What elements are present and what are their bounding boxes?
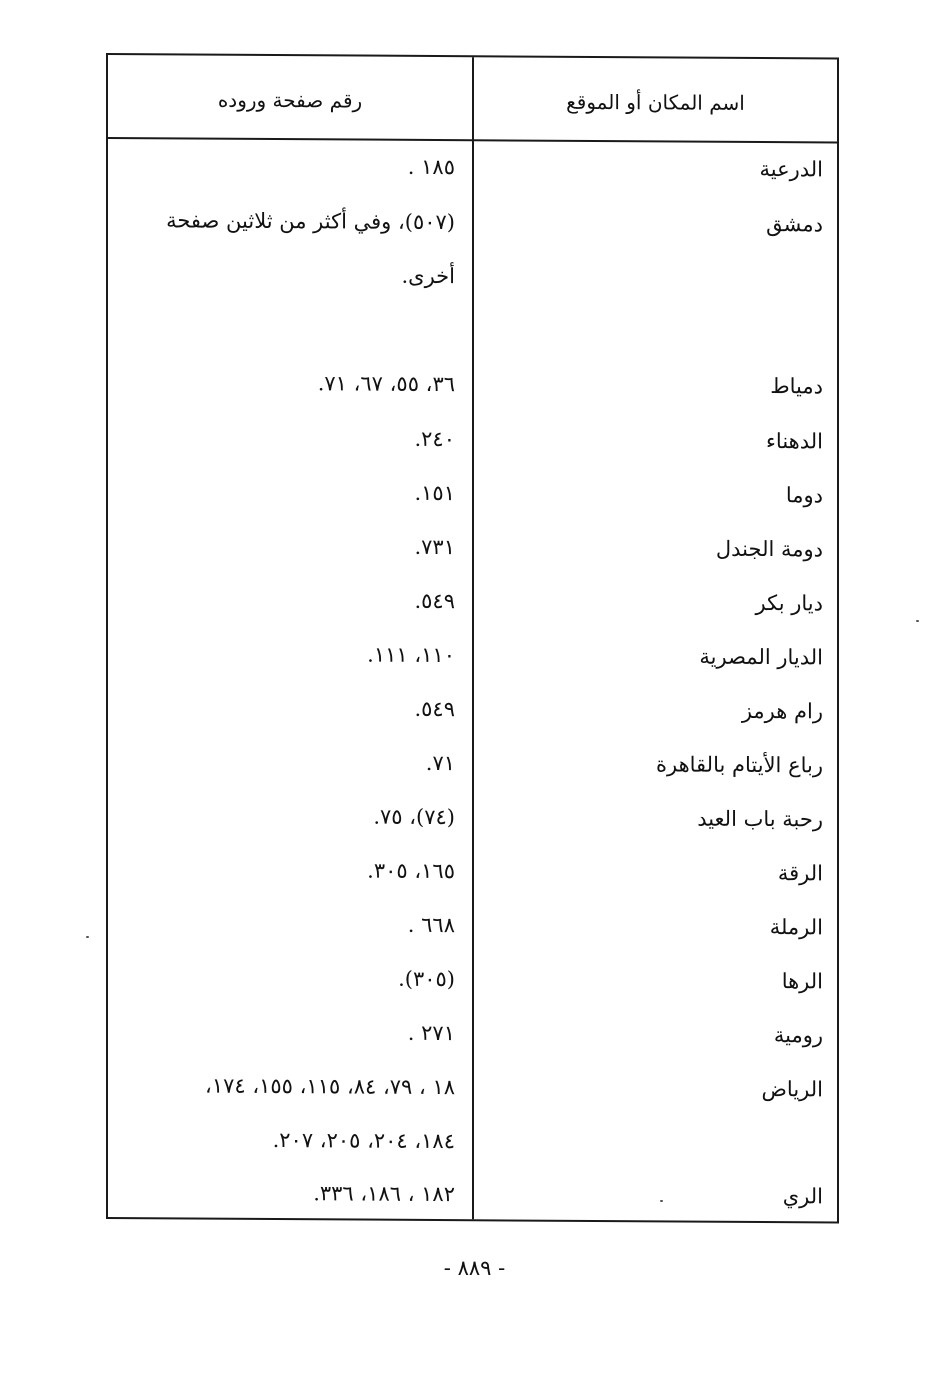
page-references <box>105 193 455 303</box>
page-reference-line: أخرى. <box>401 263 455 289</box>
page-references <box>105 410 455 466</box>
index-table <box>106 53 839 1223</box>
scan-speck <box>660 1200 663 1202</box>
page-reference-line: ١٨٥ . <box>407 154 455 180</box>
place-name: رومية <box>773 1023 823 1048</box>
page-references <box>105 355 455 411</box>
place-name: ديار بكر <box>755 590 823 616</box>
scan-speck <box>916 620 919 622</box>
page-references <box>105 626 455 682</box>
place-name: الرياض <box>761 1077 823 1102</box>
page-references <box>105 734 455 790</box>
page-reference-line: ٥٤٩. <box>414 696 455 722</box>
page-reference-line: ٥٤٩. <box>414 588 455 614</box>
place-name: رباع الأيتام بالقاهرة <box>656 752 823 778</box>
page-reference-line: ٦٦٨ . <box>407 912 455 938</box>
column-header-place: اسم المكان أو الموقع <box>566 89 745 115</box>
place-name: الديار المصرية <box>699 644 823 670</box>
scan-speck <box>86 936 89 938</box>
page-references <box>105 138 455 194</box>
page-reference-line: ٢٧١ . <box>407 1020 455 1046</box>
page-reference-line: ٧١. <box>425 750 455 776</box>
page-reference-line: ١٦٥، ٣٠٥. <box>367 858 455 884</box>
page-references <box>105 1058 455 1168</box>
column-header-pages: رقم صفحة وروده <box>217 87 363 113</box>
page-references <box>105 788 455 844</box>
page-reference-line: (٥٠٧)، وفي أكثر من ثلاثين صفحة <box>166 208 455 235</box>
place-name: الرها <box>781 969 823 994</box>
place-name: رحبة باب العيد <box>697 806 823 832</box>
place-name: دمياط <box>770 374 823 399</box>
page-references <box>105 680 455 736</box>
place-name: دمشق <box>766 212 823 237</box>
page-references <box>105 842 455 898</box>
page-reference-line: (٧٤)، ٧٥. <box>373 804 455 830</box>
page-references <box>105 1004 455 1060</box>
page-references <box>105 896 455 952</box>
place-name: الرقة <box>777 861 823 886</box>
page-reference-line: ١٨٤، ٢٠٤، ٢٠٥، ٢٠٧. <box>272 1128 455 1154</box>
page-reference-line: ٣٦، ٥٥، ٦٧، ٧١. <box>317 371 455 397</box>
place-name: الرملة <box>769 915 823 940</box>
page-reference-line: ٢٤٠. <box>414 426 455 452</box>
page-references <box>105 1165 455 1221</box>
place-name: دومة الجندل <box>715 536 823 562</box>
place-name: الري <box>782 1184 823 1209</box>
page-number: - ٨٨٩ - <box>443 1256 506 1280</box>
page-reference-line: ١٨ ، ٧٩، ٨٤، ١١٥، ١٥٥، ١٧٤، <box>205 1073 455 1100</box>
page-reference-line: ٧٣١. <box>414 534 455 560</box>
place-name: رام هرمز <box>741 698 823 724</box>
place-name: الدرعية <box>759 156 823 182</box>
page-references <box>105 518 455 574</box>
place-name: الدهناء <box>766 429 823 454</box>
page-reference-line: ١١٠، ١١١. <box>367 642 455 668</box>
page-reference-line: ١٥١. <box>414 480 455 506</box>
place-name: دوما <box>785 483 823 508</box>
page-references <box>105 572 455 628</box>
page-reference-line: (٣٠٥). <box>398 966 455 992</box>
page-references <box>105 950 455 1006</box>
page-reference-line: ١٨٢ ، ١٨٦، ٣٣٦. <box>313 1181 455 1207</box>
page-references <box>105 464 455 520</box>
column-divider <box>472 57 474 1219</box>
